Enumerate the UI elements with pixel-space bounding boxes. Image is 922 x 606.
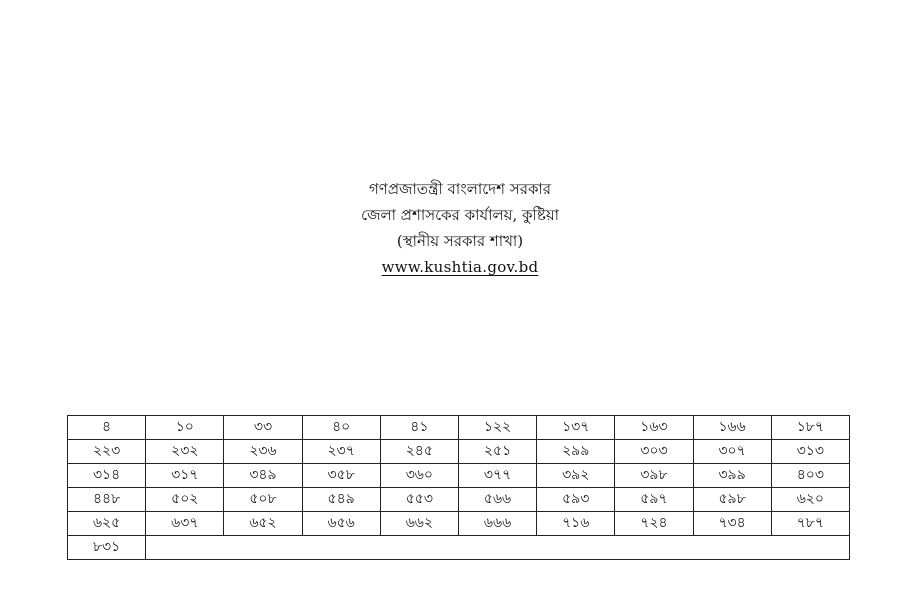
office-title: জেলা প্রশাসকের কার্যালয়, কুষ্টিয়া	[360, 206, 560, 224]
table-cell: ৬৫৬	[302, 512, 380, 536]
table-cell: ৫৪৯	[302, 488, 380, 512]
table-cell: ৫৯৩	[537, 488, 615, 512]
table-cell: ৬৫২	[224, 512, 302, 536]
number-table	[67, 415, 850, 560]
table-cell: ৩৩	[224, 416, 302, 440]
table-cell: ২২৩	[68, 440, 146, 464]
table-cell: ৩৯২	[537, 464, 615, 488]
table-cell: ৩১৩	[771, 440, 849, 464]
table-cell: ৫০৮	[224, 488, 302, 512]
letterhead	[250, 176, 670, 280]
table-cell: ৭৩৪	[693, 512, 771, 536]
table-cell: ৫৯৭	[615, 488, 693, 512]
table-cell: ৩৫৮	[302, 464, 380, 488]
table-row	[68, 488, 850, 512]
table-cell: ৪০৩	[771, 464, 849, 488]
website-link[interactable]: www.kushtia.gov.bd	[381, 258, 539, 276]
table-cell: ৬২৫	[68, 512, 146, 536]
table-cell: ২৫১	[458, 440, 536, 464]
table-row	[68, 440, 850, 464]
table-cell: ৩০৭	[693, 440, 771, 464]
table-cell: ২৪৫	[380, 440, 458, 464]
table-cell: ৩৭৭	[458, 464, 536, 488]
empty-merged-cell	[146, 536, 850, 560]
table-cell: ৭২৪	[615, 512, 693, 536]
government-title: গণপ্রজাতন্ত্রী বাংলাদেশ সরকার	[368, 180, 552, 198]
table-cell: ১৩৭	[537, 416, 615, 440]
table-cell: ৬৬৬	[458, 512, 536, 536]
number-table-body	[68, 416, 850, 560]
table-cell: ২৩৭	[302, 440, 380, 464]
table-cell: ৪৪৮	[68, 488, 146, 512]
table-row	[68, 536, 850, 560]
table-cell: ৪০	[302, 416, 380, 440]
table-cell: ৭১৬	[537, 512, 615, 536]
website-line	[250, 254, 670, 280]
table-cell: ৫৫৩	[380, 488, 458, 512]
table-cell: ৩১৭	[146, 464, 224, 488]
table-cell: ৩৯৯	[693, 464, 771, 488]
table-cell: ৩০৩	[615, 440, 693, 464]
table-cell: ৫০২	[146, 488, 224, 512]
table-cell: ৪১	[380, 416, 458, 440]
table-cell: ৩৬০	[380, 464, 458, 488]
table-cell: ৭৮৭	[771, 512, 849, 536]
table-cell: ২৯৯	[537, 440, 615, 464]
table-cell: ৩৪৯	[224, 464, 302, 488]
table-cell: ১২২	[458, 416, 536, 440]
table-cell: ৫৯৮	[693, 488, 771, 512]
table-cell: ৮৩১	[68, 536, 146, 560]
table-row	[68, 464, 850, 488]
table-row	[68, 512, 850, 536]
table-cell: ৩৯৮	[615, 464, 693, 488]
table-cell: ৪	[68, 416, 146, 440]
table-cell: ৩১৪	[68, 464, 146, 488]
table-cell: ৫৬৬	[458, 488, 536, 512]
branch-title: (স্থানীয় সরকার শাখা)	[396, 232, 524, 250]
table-cell: ১৮৭	[771, 416, 849, 440]
table-cell: ১০	[146, 416, 224, 440]
table-cell: ৬৩৭	[146, 512, 224, 536]
table-cell: ১৬৬	[693, 416, 771, 440]
table-cell: ২৩৬	[224, 440, 302, 464]
table-cell: ৬২০	[771, 488, 849, 512]
table-cell: ৬৬২	[380, 512, 458, 536]
table-row	[68, 416, 850, 440]
table-cell: ২৩২	[146, 440, 224, 464]
table-cell: ১৬৩	[615, 416, 693, 440]
